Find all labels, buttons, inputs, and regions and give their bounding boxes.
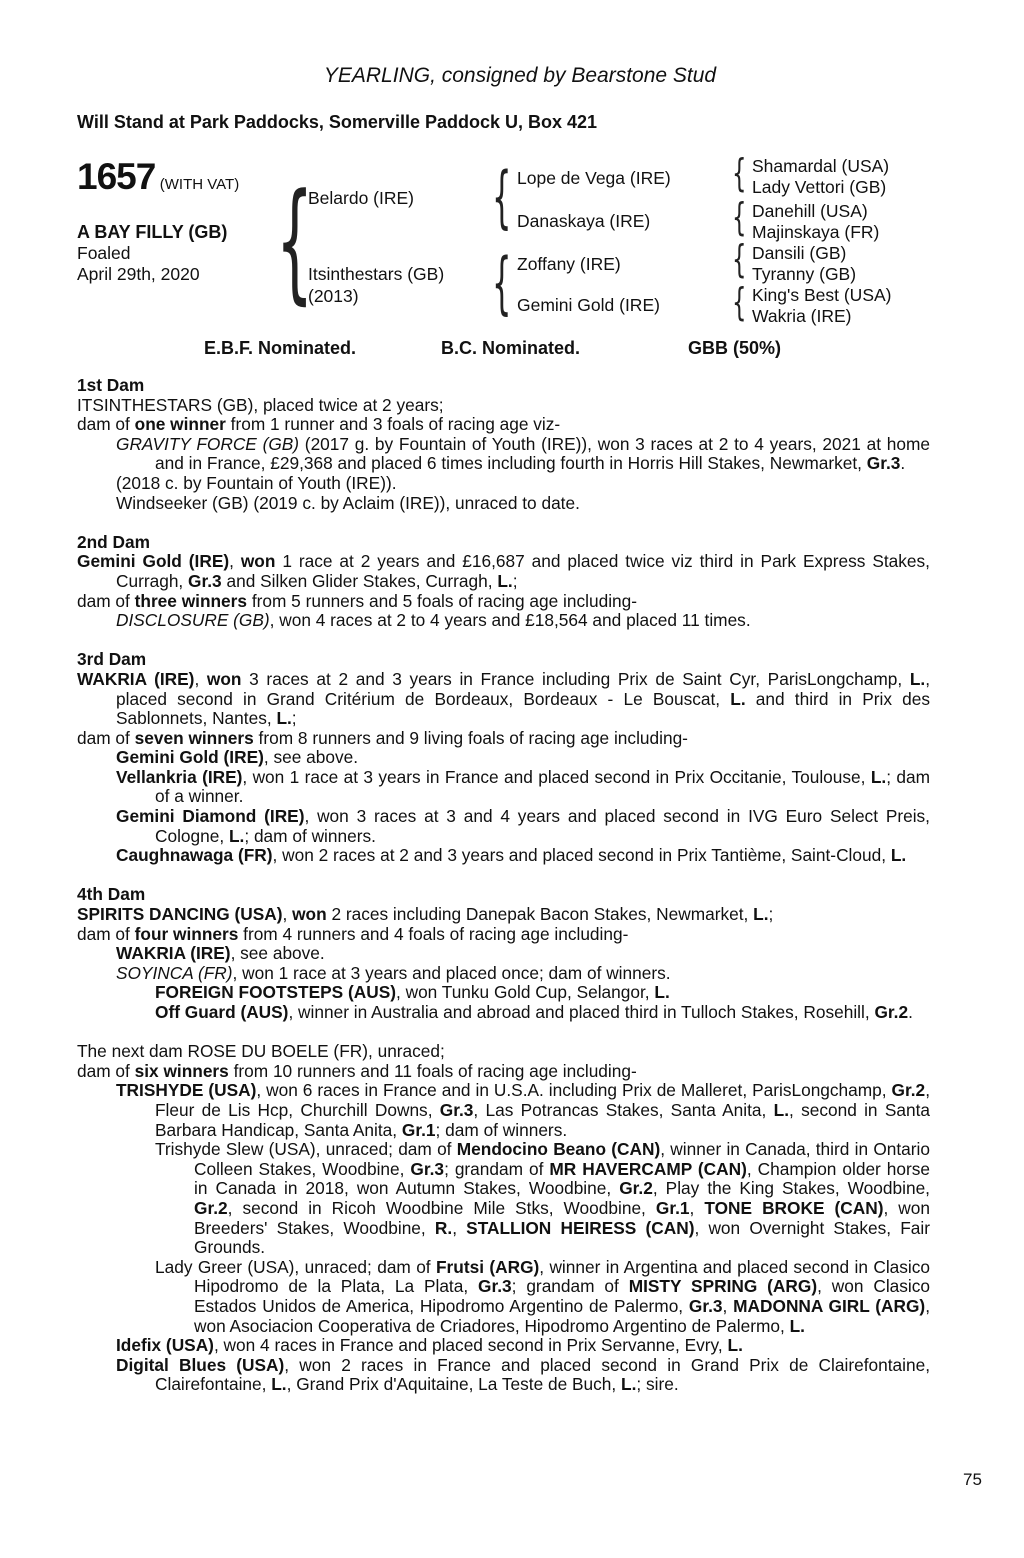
italic-text: SOYINCA (FR) xyxy=(116,962,233,983)
bold-text: Frutsi (ARG) xyxy=(435,1256,540,1277)
pedigree-brace: { xyxy=(732,237,747,281)
pedigree-entry xyxy=(77,1140,930,1258)
bc-nomination: B.C. Nominated. xyxy=(441,338,581,358)
pedigree-entry xyxy=(77,768,930,807)
bold-text: Gr.3 xyxy=(478,1276,512,1297)
text: Windseeker (GB) (2019 c. by Aclaim (IRE)), unraced to date. xyxy=(116,492,580,513)
bold-text: three winners xyxy=(134,590,248,611)
pedigree-gen3: Danehill (USA) xyxy=(752,201,868,221)
bold-text: Gr.3 xyxy=(688,1295,723,1316)
bold-text: MADONNA GIRL (ARG) xyxy=(733,1295,926,1316)
bold-text: L. xyxy=(789,1315,805,1336)
text: dam of xyxy=(77,414,135,435)
bold-text: L. xyxy=(621,1374,637,1395)
bold-text: Gr.3 xyxy=(866,453,901,474)
bold-text: Off Guard (AUS) xyxy=(155,1002,289,1022)
pedigree-gen2: Danaskaya (IRE) xyxy=(517,211,651,231)
text: . xyxy=(900,453,906,474)
lot-number: 1657 xyxy=(77,156,156,197)
bold-text: Vellankria (IRE) xyxy=(116,766,243,787)
pedigree-brace: { xyxy=(276,165,314,317)
text: Lady Greer (USA), unraced; dam of xyxy=(155,1256,436,1277)
pedigree-sire: Belardo (IRE) xyxy=(308,188,415,208)
bold-text: Gr.1 xyxy=(401,1119,436,1140)
pedigree-brace: { xyxy=(732,151,747,195)
bold-text: Gemini Diamond (IRE) xyxy=(116,806,305,827)
bold-text: L. xyxy=(727,1335,743,1356)
text: , won Breeders' Stakes, Woodbine, xyxy=(194,1197,930,1238)
text: from 8 runners and 9 living foals of racing age including- xyxy=(253,727,688,748)
text: , won 2 races in France and placed second in Grand Prix de Clairefontaine, Clairefontaine, xyxy=(155,1354,930,1395)
lot-header xyxy=(77,156,239,198)
bold-text: L. xyxy=(909,668,926,689)
text: , xyxy=(722,1295,734,1316)
pedigree-entry xyxy=(77,729,930,749)
bold-text: L. xyxy=(870,766,887,787)
pedigree-gen3: Wakria (IRE) xyxy=(752,306,852,326)
pedigree-entry xyxy=(77,435,930,474)
pedigree-brace: { xyxy=(492,158,512,237)
text: and third in Prix des Sablonnets, Nantes, xyxy=(116,688,931,729)
pedigree-dam: Itsinthestars (GB) xyxy=(308,264,445,284)
pedigree-entry xyxy=(77,807,930,846)
bold-text: Gr.3 xyxy=(410,1158,445,1179)
bold-text: L. xyxy=(753,904,769,925)
text: , Las Potrancas Stakes, Santa Anita, xyxy=(473,1099,774,1120)
pedigree-entry xyxy=(77,905,930,925)
pedigree-entry xyxy=(77,964,930,984)
pedigree-entry xyxy=(77,592,930,612)
bold-text: L. xyxy=(730,688,746,709)
pedigree-brace: { xyxy=(732,195,747,239)
text: ; xyxy=(768,904,774,925)
bold-text: Gr.3 xyxy=(188,570,222,591)
text: ; xyxy=(291,708,297,729)
bold-text: Gr.2 xyxy=(874,1002,909,1022)
bold-text: L. xyxy=(497,570,513,591)
text: 2 races including Danepak Bacon Stakes, Newmarket, xyxy=(326,904,754,925)
page-title: YEARLING, consigned by Bearstone Stud xyxy=(323,64,717,87)
bold-text: L. xyxy=(276,708,292,729)
bold-text: Mendocino Beano (CAN) xyxy=(456,1139,661,1160)
text: , Champion older horse in Canada in 2018, won Autumn Stakes, Woodbine, xyxy=(194,1158,930,1199)
bold-text: Gemini Gold (IRE) xyxy=(77,551,230,572)
text: dam of xyxy=(77,590,135,611)
bold-text: STALLION HEIRESS (CAN) xyxy=(466,1217,695,1238)
pedigree-gen3: Shamardal (USA) xyxy=(752,156,890,176)
text: , won 2 races at 2 and 3 years and placed second in Prix Tantième, Saint-Cloud, xyxy=(272,845,891,866)
bold-text: L. xyxy=(228,825,245,846)
dam-heading: 4th Dam xyxy=(77,884,146,905)
stand-location: Will Stand at Park Paddocks, Somerville Paddock U, Box 421 xyxy=(77,112,598,132)
pedigree-gen3: Dansili (GB) xyxy=(752,243,847,263)
text: , see above. xyxy=(230,943,325,964)
text: 3 races at 2 and 3 years in France including Prix de Saint Cyr, ParisLongchamp, xyxy=(241,668,910,689)
bold-text: Gr.3 xyxy=(439,1099,474,1120)
text: , won Clasico Estados Unidos de America, Hipodromo Argentino de Palermo, xyxy=(194,1276,930,1316)
italic-text: DISCLOSURE (GB) xyxy=(116,610,270,631)
pedigree-gen3: Majinskaya (FR) xyxy=(752,222,880,242)
bold-text: WAKRIA (IRE) xyxy=(77,668,195,689)
bold-text: Caughnawaga (FR) xyxy=(116,845,273,866)
pedigree-gen2: Zoffany (IRE) xyxy=(517,254,621,274)
text: ; dam of winners. xyxy=(435,1119,568,1140)
bold-text: MR HAVERCAMP (CAN) xyxy=(549,1158,747,1179)
gbb-label: GBB (50%) xyxy=(688,338,782,358)
text: , xyxy=(194,668,207,689)
text: Trishyde Slew (USA), unraced; dam of xyxy=(155,1139,457,1160)
text: from 5 runners and 5 foals of racing age including- xyxy=(247,590,638,611)
bold-text: Idefix (USA) xyxy=(116,1335,214,1356)
text: , xyxy=(689,1197,705,1218)
pedigree-entry xyxy=(77,670,930,729)
bold-text: L. xyxy=(890,845,907,866)
vat-label: (WITH VAT) xyxy=(159,176,240,193)
text: The next dam ROSE DU BOELE (FR), unraced; xyxy=(77,1041,445,1062)
catalogue-body xyxy=(77,376,930,1395)
text: . xyxy=(908,1002,913,1022)
bold-text: won xyxy=(292,904,327,925)
text: , Grand Prix d'Aquitaine, La Teste de Buch, xyxy=(286,1374,622,1395)
text: , won 1 race at 3 years in France and placed second in Prix Occitanie, Toulouse, xyxy=(242,766,871,787)
foaled-label: Foaled xyxy=(77,243,131,263)
pedigree-entry xyxy=(77,944,930,964)
pedigree-entry xyxy=(77,1042,930,1062)
text: (2018 c. by Fountain of Youth (IRE)). xyxy=(116,472,397,493)
text: , won 3 races at 3 and 4 years and placed second in IVG Euro Select Preis, Cologne, xyxy=(155,806,930,846)
dam-heading: 3rd Dam xyxy=(77,649,147,670)
bold-text: Digital Blues (USA) xyxy=(116,1354,285,1375)
bold-text: one winner xyxy=(134,414,226,435)
text: ; xyxy=(512,570,518,591)
text: , Fleur de Lis Hcp, Churchill Downs, xyxy=(155,1080,930,1120)
text: 1 race at 2 years and £16,687 and placed twice viz third in Park Express Stakes, Curragh, xyxy=(116,551,930,591)
text: from 4 runners and 4 foals of racing age including- xyxy=(238,923,629,944)
section-gap xyxy=(77,1023,930,1043)
text: , won Asociacion Cooperativa de Criadores, Hipodromo Argentino de Palermo, xyxy=(194,1295,931,1336)
text: , winner in Canada, third in Ontario Colleen Stakes, Woodbine, xyxy=(194,1139,931,1179)
pedigree-entry xyxy=(77,611,930,631)
text: , winner in Australia and abroad and placed third in Tulloch Stakes, Rosehill, xyxy=(288,1002,875,1022)
bold-text: R. xyxy=(434,1217,453,1238)
text: , Play the King Stakes, Woodbine, xyxy=(652,1178,930,1199)
section-gap xyxy=(77,866,930,886)
text: , second in Ricoh Woodbine Mile Stks, Woodbine, xyxy=(227,1197,656,1218)
bold-text: L. xyxy=(271,1374,287,1395)
text: , see above. xyxy=(263,747,359,768)
text: from 1 runner and 3 foals of racing age viz- xyxy=(225,414,561,435)
text: , won Overnight Stakes, Fair Grounds. xyxy=(194,1217,930,1258)
pedigree-entry xyxy=(77,494,930,514)
bold-text: four winners xyxy=(134,923,239,944)
text: dam of xyxy=(77,1060,135,1081)
text: , won 4 races at 2 to 4 years and £18,564 and placed 11 times. xyxy=(269,610,751,631)
bold-text: WAKRIA (IRE) xyxy=(116,943,231,964)
section-gap xyxy=(77,631,930,651)
text: ; dam of winners. xyxy=(244,825,376,846)
dam-heading: 2nd Dam xyxy=(77,531,150,552)
italic-text: GRAVITY FORCE (GB) xyxy=(116,433,300,454)
pedigree-entry xyxy=(77,396,930,416)
pedigree-entry xyxy=(77,1003,930,1023)
bold-text: MISTY SPRING (ARG) xyxy=(628,1276,818,1297)
pedigree-entry xyxy=(77,552,930,591)
pedigree-entry xyxy=(77,474,930,494)
text: ITSINTHESTARS (GB), placed twice at 2 years; xyxy=(77,394,444,415)
text: , placed second in Grand Critérium de Bordeaux, Bordeaux - Le Bouscat, xyxy=(116,668,931,709)
text: , xyxy=(452,1217,467,1238)
pedigree-dam-year: (2013) xyxy=(308,286,359,306)
bold-text: Gr.1 xyxy=(655,1197,690,1218)
bold-text: seven winners xyxy=(134,727,254,748)
text: , won 4 races in France and placed second in Prix Servanne, Evry, xyxy=(213,1335,728,1356)
pedigree-brace: { xyxy=(492,244,512,323)
pedigree-brace: { xyxy=(732,280,747,324)
bold-text: TONE BROKE (CAN) xyxy=(704,1197,884,1218)
pedigree-entry xyxy=(77,1336,930,1356)
bold-text: Gr.2 xyxy=(891,1080,926,1101)
bold-text: SPIRITS DANCING (USA) xyxy=(77,904,283,925)
text: , won 1 race at 3 years and placed once; dam of winners. xyxy=(232,962,671,983)
section-gap xyxy=(77,513,930,533)
text: ; sire. xyxy=(636,1374,679,1395)
text: , xyxy=(229,551,241,572)
bold-text: Gr.2 xyxy=(619,1178,653,1199)
bold-text: L. xyxy=(654,982,670,1003)
pedigree-entry xyxy=(77,983,930,1003)
text: , second in Santa Barbara Handicap, Santa Anita, xyxy=(155,1099,930,1140)
text: from 10 runners and 11 foals of racing age including- xyxy=(228,1060,637,1081)
text: (2017 g. by Fountain of Youth (IRE)), won 3 races at 2 to 4 years, 2021 at home and in France, £29,368 and placed 6 times including fourth in Horris Hill Stakes, Newmarket, xyxy=(155,433,930,474)
text: dam of xyxy=(77,923,135,944)
bold-text: Gemini Gold (IRE) xyxy=(116,747,264,768)
pedigree-gen3: King's Best (USA) xyxy=(752,285,892,305)
pedigree-gen3: Lady Vettori (GB) xyxy=(752,177,887,197)
pedigree-entry xyxy=(77,748,930,768)
pedigree-entry xyxy=(77,1062,930,1082)
pedigree-entry xyxy=(77,1258,930,1336)
pedigree-entry xyxy=(77,1081,930,1140)
text: , xyxy=(282,904,293,925)
text: , won Tunku Gold Cup, Selangor, xyxy=(395,982,655,1003)
pedigree-gen2: Lope de Vega (IRE) xyxy=(517,168,671,188)
ebf-nomination: E.B.F. Nominated. xyxy=(204,338,357,358)
pedigree-entry xyxy=(77,415,930,435)
text: ; dam of a winner. xyxy=(155,766,930,807)
bold-text: won xyxy=(240,551,276,572)
dam-heading: 1st Dam xyxy=(77,375,145,395)
text: ; grandam of xyxy=(511,1276,629,1297)
bold-text: six winners xyxy=(134,1060,229,1081)
page-number: 75 xyxy=(963,1470,982,1489)
pedigree-gen3: Tyranny (GB) xyxy=(752,264,857,284)
pedigree-entry xyxy=(77,846,930,866)
bold-text: Gr.2 xyxy=(194,1197,228,1218)
text: , winner in Argentina and placed second in Clasico Hipodromo de la Plata, La Plata, xyxy=(194,1256,931,1297)
text: ; grandam of xyxy=(444,1158,550,1179)
text: dam of xyxy=(77,727,135,748)
pedigree-entry xyxy=(77,925,930,945)
text: and Silken Glider Stakes, Curragh, xyxy=(221,570,498,591)
bold-text: TRISHYDE (USA) xyxy=(116,1080,257,1101)
bold-text: L. xyxy=(773,1099,789,1120)
bold-text: won xyxy=(206,668,242,689)
pedigree-gen2: Gemini Gold (IRE) xyxy=(517,295,660,315)
pedigree-entry xyxy=(77,1356,930,1395)
foaled-date: April 29th, 2020 xyxy=(77,264,200,284)
text: , won 6 races in France and in U.S.A. including Prix de Malleret, ParisLongchamp, xyxy=(256,1080,892,1101)
bold-text: FOREIGN FOOTSTEPS (AUS) xyxy=(155,982,396,1003)
lot-description: A BAY FILLY (GB) xyxy=(77,222,228,242)
